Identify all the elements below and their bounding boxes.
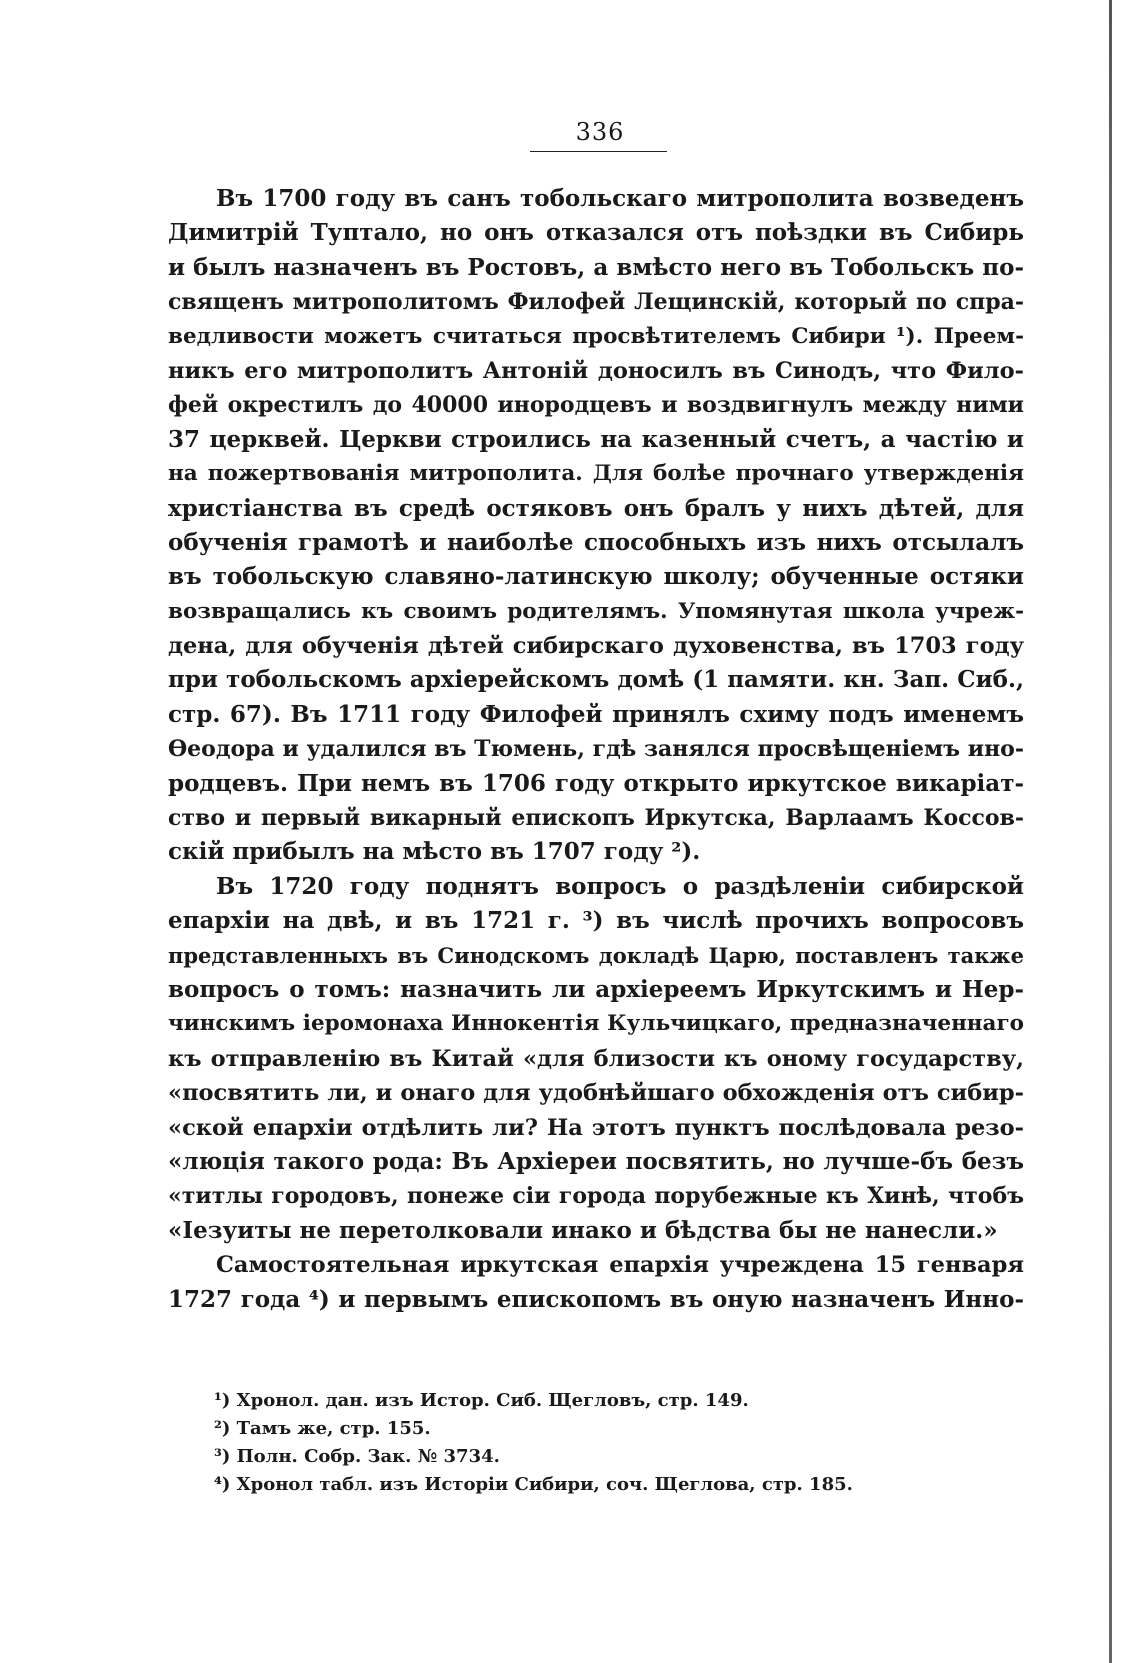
text-line: Димитрій Туптало, но онъ отказался отъ поѣздки въ Сибирь [168,219,1024,247]
text-line: Өеодора и удалился въ Тюмень, гдѣ занялся просвѣщеніемъ ино- [168,736,1024,763]
page-number-rule [530,151,667,152]
text-line: «ской епархіи отдѣлить ли? На этотъ пунктъ послѣдовала резо- [168,1114,1024,1141]
body-text [168,182,1024,1317]
text-line: возвращались къ своимъ родителямъ. Упомянутая школа учреж- [168,598,1024,624]
footnote-1: ¹) Хронол. дан. изъ Истор. Сиб. Щегловъ, стр. 149. [214,1390,749,1411]
text-line: фей окрестилъ до 40000 инородцевъ и воздвигнулъ между ними [168,392,1024,419]
text-line: Самостоятельная иркутская епархія учреждена 15 генваря [216,1252,1024,1279]
footnote-3: ³) Полн. Собр. Зак. № 3734. [214,1446,500,1467]
text-line: 1727 года ⁴) и первымъ епископомъ въ оную назначенъ Инно- [168,1285,1024,1313]
text-line: Въ 1720 году поднятъ вопросъ о раздѣленіи сибирской [216,872,1024,900]
text-line: «посвятить ли, и онаго для удобнѣйшаго обхожденія отъ сибир- [168,1080,1024,1107]
text-line: дена, для обученія дѣтей сибирскаго духовенства, въ 1703 году [168,633,1024,660]
page-number: 336 [575,118,625,146]
text-line: родцевъ. При немъ въ 1706 году открыто иркутское викаріат- [168,769,1024,797]
page-edge-line [1109,0,1112,1663]
text-line: при тобольскомъ архіерейскомъ домѣ (1 памяти. кн. Зап. Сиб., [168,666,1024,694]
text-line: «люція такого рода: Въ Архіереи посвятить, но лучше-бъ безъ [168,1147,1024,1175]
text-line: чинскимъ іеромонаха Иннокентія Кульчицкаго, предназначеннаго [168,1011,1024,1037]
text-line: никъ его митрополитъ Антоній доносилъ въ Синодъ, что Фило- [168,357,1024,384]
footnote-2: ²) Тамъ же, стр. 155. [214,1418,431,1439]
footnotes [214,1387,1014,1499]
text-line: епархіи на двѣ, и въ 1721 г. ³) въ числѣ прочихъ вопросовъ [168,907,1024,935]
text-line: скій прибылъ на мѣсто въ 1707 году ²). [168,838,701,866]
footnote-4: ⁴) Хронол табл. изъ Исторіи Сибири, соч. Щеглова, стр. 185. [214,1474,853,1495]
text-line: ведливости можетъ считаться просвѣтителемъ Сибири ¹). Преем- [168,323,1024,349]
text-line: стр. 67). Въ 1711 году Филофей принялъ схиму подъ именемъ [168,700,1024,728]
text-line: обученія грамотѣ и наиболѣе способныхъ изъ нихъ отсылалъ [168,528,1024,556]
text-line: ство и первый викарный епископъ Иркутска, Варлаамъ Коссов- [168,805,1024,832]
text-line: къ отправленію въ Китай «для близости къ оному государству, [168,1045,1024,1072]
text-line: на пожертвованія митрополита. Для болѣе прочнаго утвержденія [168,461,1024,487]
text-line: Въ 1700 году въ санъ тобольскаго митрополита возведенъ [216,185,1024,212]
text-line: 37 церквей. Церкви строились на казенный счетъ, а частію и [168,425,1024,453]
text-line: «Іезуиты не перетолковали инако и бѣдства бы не нанесли.» [168,1216,998,1244]
text-line: представленныхъ въ Синодскомъ докладѣ Царю, поставленъ также [168,942,1024,968]
text-line: христіанства въ средѣ остяковъ онъ бралъ у нихъ дѣтей, для [168,494,1024,522]
text-line: и былъ назначенъ въ Ростовъ, а вмѣсто него въ Тобольскъ по- [168,253,1024,281]
text-line: «титлы городовъ, понеже сіи города порубежные къ Хинѣ, чтобъ [168,1183,1024,1210]
text-line: священъ митрополитомъ Филофей Лещинскій, который по спра- [168,289,1024,316]
text-line: вопросъ о томъ: назначить ли архіереемъ Иркутскимъ и Нер- [168,975,1024,1003]
text-line: въ тобольскую славяно-латинскую школу; обученные остяки [168,563,1024,591]
